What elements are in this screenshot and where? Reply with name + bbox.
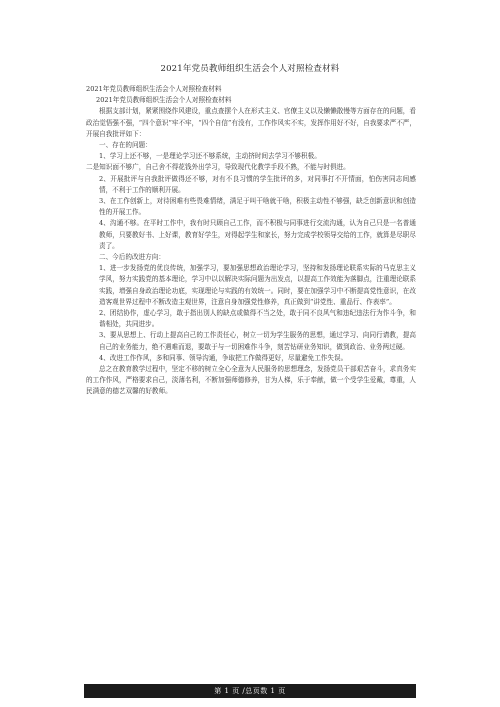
- document-body: [86, 84, 416, 398]
- page-footer-bar: [84, 684, 416, 698]
- subtitle-line: 2021年党员教师组织生活会个人对照检查材料: [96, 96, 232, 105]
- section-heading: 一、存在的问题：: [99, 141, 152, 150]
- conclusion-paragraph: 总之在教育教学过程中，坚定不移的树立全心全意为人民服务的思想理念，发扬党员干部艰苦奋斗，求真务实的工作作风，严格要求自己，淡薄名利，不断加强师德修养，甘为人梯，乐于奉献，做一个受学生爱戴，尊重，人民满意的德艺双馨的好教师。: [86, 365, 416, 396]
- intro-paragraph: 根据支部计划，紧紧围绕作风建设，重点查摆个人在形式主义、官僚主义以及懒懒散慢等方面存在的问题，看政治觉悟强不强，“四个意识”牢不牢，“四个自信”有没有，工作作风实不实，发挥作用好不好，自我要求严不严，开展自我批评如下：: [86, 107, 416, 138]
- list-item: 4、沟通不够。在平时工作中，我有时只顾自己工作，而不积极与同事进行交流沟通，认为自己只是一名普通教师，只要教好书、上好课，教育好学生，对得起学生和家长，努力完成学校领导交给的工作，就算是尽职尽责了。: [99, 219, 416, 250]
- list-item: 1、学习上还不够，一是理论学习还不够系统，主动挤时间去学习不够积极。: [99, 152, 321, 161]
- page-number: 第 1 页 /总页数 1 页: [214, 687, 286, 695]
- list-item: 4、改进工作作风，多和同事、领导沟通，争取把工作做得更好，尽量避免工作失误。: [99, 353, 348, 362]
- list-item: 1、进一步发扬党的优良传统，加强学习，要加强思想政治理论学习，坚持和发扬理论联系实际的马克思主义学风，努力实践党的基本理论，学习中以以解决实际问题为出发点，以提高工作效能为落脚点，注重理论联系实践，增强自身政治理论功底，实现理论与实践的有效统一。同时，要在加强学习中不断提高党性意识，在改造客观世界过程中不断改造主观世界，注意自身加强党性修养，真正做到“讲党性、重品行、作表率”。: [99, 264, 416, 306]
- list-item: 二是知识面不够广，自己舍不得花钱外出学习，导致现代化教学手段不熟，不能与时俱进。: [86, 163, 350, 172]
- subtitle-line: 2021年党员教师组织生活会个人对照检查材料: [86, 85, 222, 93]
- section-heading: 二、今后的改进方向：: [99, 253, 165, 262]
- list-item: 3、在工作创新上，对待困难有些畏难情绪，满足于叫干啥就干啥，积极主动性不够强，缺乏创新意识和创造性的开展工作。: [99, 197, 416, 217]
- list-item: 3、要从思想上、行动上提高自己的工作责任心，树立一切为学生服务的思想，通过学习、向同行请教，提高自己的业务能力，绝不遇难而退，要敢于与一切困难作斗争，刻苦钻研业务知识，做到政治、业务两过硬。: [99, 331, 416, 351]
- list-item: 2、开展批评与自我批评做得还不够，对有不良习惯的学生批评的多，对同事打不开情面，怕伤害同志间感情，不利于工作的顺利开展。: [99, 174, 416, 194]
- document-title: 2021年党员教师组织生活会个人对照检查材料: [160, 64, 340, 74]
- list-item: 2、团结协作，虚心学习，敢于指出别人的缺点或做得不当之处，敢于同不良风气和违纪违法行为作斗争，和谐相处，共同进步。: [99, 309, 416, 329]
